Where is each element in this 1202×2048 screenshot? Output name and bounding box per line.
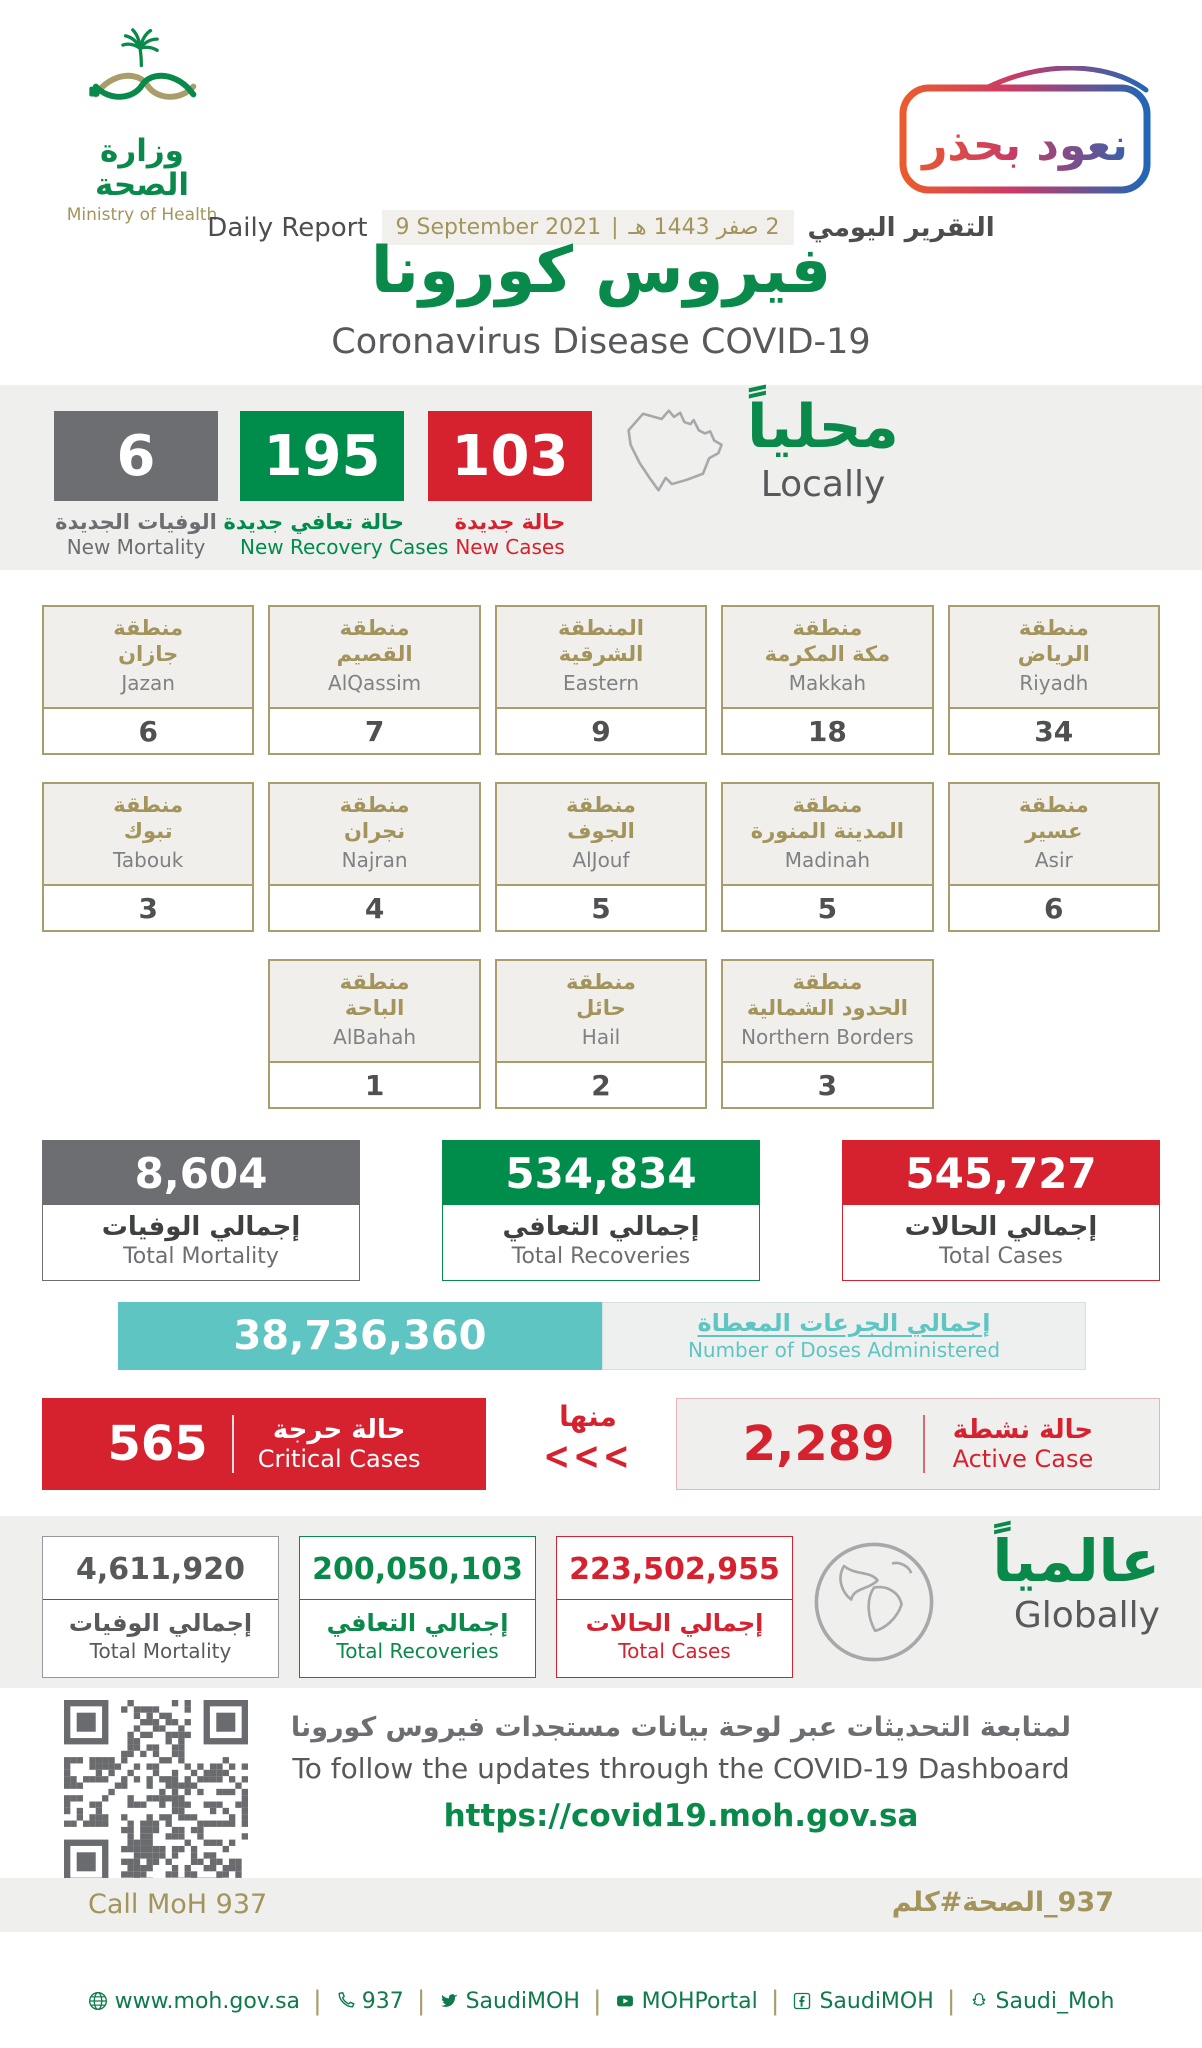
total-recoveries-label-en: Total Recoveries	[511, 1244, 691, 1269]
region-label-ar: منطقة	[566, 970, 636, 994]
footer	[0, 1932, 1202, 2048]
date-hijri: 2 صفر 1443 هـ	[628, 215, 780, 240]
region-value: 5	[497, 886, 705, 930]
separator: |	[946, 1986, 956, 2016]
total-cases-box	[842, 1140, 1160, 1281]
daily-report-label-en: Daily Report	[207, 212, 368, 243]
globally-section	[0, 1516, 1202, 1688]
ministry-name-english: Ministry of Health	[66, 205, 218, 226]
region-name-ar: عسير	[1025, 819, 1083, 844]
twitter-link[interactable]	[439, 1989, 580, 2014]
twitter-label: SaudiMOH	[465, 1988, 580, 2014]
region-name-en: Asir	[1034, 847, 1073, 872]
region-value: 18	[723, 709, 931, 753]
phone-link[interactable]	[335, 1989, 404, 2014]
new-recoveries-value: 195	[240, 411, 404, 501]
website-link[interactable]	[88, 1989, 300, 2014]
region-name-ar: المدينة المنورة	[750, 819, 904, 844]
active-cases-label-en: Active Case	[952, 1445, 1094, 1473]
doses-value: 38,736,360	[118, 1302, 602, 1370]
region-value: 3	[723, 1063, 931, 1107]
region-name-ar: مكة المكرمة	[764, 642, 891, 667]
region-card-hail	[495, 959, 707, 1109]
region-label-ar: منطقة	[113, 793, 184, 817]
region-name-en: Madinah	[784, 847, 871, 872]
global-mortality-value: 4,611,920	[43, 1537, 278, 1600]
total-cases-label-ar: إجمالي الحالات	[904, 1212, 1098, 1242]
region-value: 6	[44, 709, 252, 753]
region-card-alqassim	[268, 605, 480, 755]
region-card-jazan	[42, 605, 254, 755]
region-name-ar: تبوك	[123, 819, 173, 844]
ministry-name-arabic: وزارة الصحة	[95, 133, 189, 204]
dashboard-line-ar: لمتابعة التحديثات عبر لوحة بيانات مستجدات فيروس كورونا	[290, 1712, 1072, 1743]
new-cases-stat	[428, 411, 592, 559]
region-label-ar: منطقة	[113, 616, 184, 640]
region-card-tabouk	[42, 782, 254, 932]
new-cases-label-en: New Cases	[455, 535, 565, 559]
globe-icon	[88, 1991, 108, 2011]
region-name-ar: نجران	[343, 819, 406, 844]
region-name-ar: حائل	[576, 996, 626, 1021]
locally-heading	[728, 393, 918, 505]
new-recoveries-label-ar: حالة تعافي جديدة	[223, 510, 404, 534]
doses-administered-bar	[118, 1302, 1086, 1370]
locally-heading-en: Locally	[760, 464, 886, 505]
youtube-label: MOHPortal	[641, 1988, 758, 2014]
region-value: 3	[44, 886, 252, 930]
region-label-ar: منطقة	[792, 793, 863, 817]
region-label-ar: منطقة	[1018, 793, 1089, 817]
page-title-arabic: فيروس كورونا	[370, 234, 832, 308]
region-name-en: Riyadh	[1019, 670, 1089, 695]
total-mortality-label-ar: إجمالي الوفيات	[101, 1212, 301, 1242]
active-cases-label-ar: حالة نشطة	[952, 1415, 1094, 1445]
globally-heading	[992, 1528, 1160, 1636]
active-cases-box	[676, 1398, 1160, 1490]
dashboard-info	[280, 1712, 1082, 1834]
new-cases-label-ar: حالة جديدة	[454, 510, 566, 534]
new-mortality-stat	[54, 411, 218, 559]
region-name-en: AlQassim	[328, 670, 422, 695]
region-name-en: Tabouk	[113, 847, 184, 872]
global-cases-label-ar: إجمالي الحالات	[585, 1609, 764, 1637]
region-card-albahah	[268, 959, 480, 1109]
badge-text: نعود بحذر	[922, 120, 1128, 171]
locally-heading-ar: محلياً	[747, 392, 899, 462]
call-moh-label: Call MoH 937	[88, 1889, 268, 1920]
dashboard-qr-code	[64, 1700, 248, 1884]
region-value: 2	[497, 1063, 705, 1107]
region-value: 5	[723, 886, 931, 930]
moh-logo	[50, 22, 234, 225]
call-moh-hashtag: كلم‎#الصحة‎_937	[891, 1887, 1114, 1918]
divider	[232, 1415, 234, 1473]
region-name-en: Jazan	[121, 670, 175, 695]
globally-heading-en: Globally	[1013, 1594, 1160, 1636]
phone-icon	[335, 1991, 355, 2011]
region-name-ar: الباحة	[344, 996, 405, 1021]
region-name-en: Najran	[341, 847, 408, 872]
region-label-ar: منطقة	[566, 793, 636, 817]
region-card-makkah	[721, 605, 933, 755]
region-label-ar: منطقة	[792, 970, 863, 994]
of-which-connector	[528, 1400, 648, 1479]
region-label-ar: منطقة	[339, 616, 410, 640]
global-mortality-label-en: Total Mortality	[89, 1639, 232, 1663]
total-cases-label-en: Total Cases	[939, 1244, 1063, 1269]
global-cases-box	[556, 1536, 793, 1678]
region-card-northern-borders	[721, 959, 933, 1109]
separator: |	[416, 1986, 426, 2016]
region-name-en: Makkah	[788, 670, 867, 695]
global-recoveries-value: 200,050,103	[300, 1537, 535, 1600]
saudi-arabia-map-icon	[612, 397, 736, 505]
region-label-ar: منطقة	[339, 793, 410, 817]
youtube-icon	[615, 1991, 635, 2011]
facebook-label: SaudiMOH	[819, 1988, 934, 2014]
facebook-link[interactable]	[792, 1989, 933, 2014]
separator: |	[313, 1986, 322, 2016]
global-mortality-label-ar: إجمالي الوفيات	[68, 1609, 253, 1637]
region-name-en: Northern Borders	[741, 1024, 914, 1049]
region-value: 7	[270, 709, 478, 753]
doses-label-ar: إجمالي الجرعات المعطاة	[697, 1309, 991, 1337]
total-cases-value: 545,727	[843, 1141, 1159, 1205]
region-value: 1	[270, 1063, 478, 1107]
region-card-aljouf	[495, 782, 707, 932]
region-name-en: Hail	[581, 1024, 621, 1049]
global-recoveries-box	[299, 1536, 536, 1678]
regions-grid	[42, 605, 1160, 1109]
divider	[923, 1415, 925, 1473]
total-recoveries-box	[442, 1140, 760, 1281]
global-mortality-box	[42, 1536, 279, 1678]
doses-label-en: Number of Doses Administered	[687, 1338, 1001, 1362]
region-name-en: AlJouf	[572, 847, 630, 872]
facebook-icon	[792, 1991, 812, 2011]
global-cases-label-en: Total Cases	[618, 1639, 731, 1663]
region-name-ar: الرياض	[1017, 642, 1090, 667]
dashboard-url-link[interactable]: https://covid19.moh.gov.sa	[443, 1798, 919, 1834]
separator: |	[592, 1986, 602, 2016]
phone-label: 937	[361, 1988, 404, 2014]
daily-report-label-ar: التقرير اليومي	[807, 212, 995, 243]
region-name-en: Eastern	[562, 670, 639, 695]
region-value: 4	[270, 886, 478, 930]
region-label-ar: منطقة	[792, 616, 863, 640]
chevrons-left-icon: <<<	[543, 1433, 633, 1479]
separator: |	[770, 1986, 780, 2016]
total-recoveries-label-ar: إجمالي التعافي	[502, 1212, 700, 1242]
critical-cases-value: 565	[107, 1416, 208, 1472]
region-label-ar: المنطقة	[557, 616, 645, 640]
region-name-ar: الحدود الشمالية	[746, 996, 908, 1021]
region-label-ar: منطقة	[1018, 616, 1089, 640]
snapchat-link[interactable]	[969, 1989, 1115, 2014]
global-recoveries-label-ar: إجمالي التعافي	[326, 1609, 509, 1637]
dashboard-line-en: To follow the updates through the COVID-19 Dashboard	[292, 1752, 1070, 1785]
global-recoveries-label-en: Total Recoveries	[336, 1639, 499, 1663]
region-card-riyadh	[948, 605, 1160, 755]
total-mortality-value: 8,604	[43, 1141, 359, 1205]
call-strip	[0, 1878, 1202, 1932]
total-mortality-box	[42, 1140, 360, 1281]
total-recoveries-value: 534,834	[443, 1141, 759, 1205]
new-recoveries-label-en: New Recovery Cases	[240, 535, 449, 559]
globe-icon	[808, 1530, 940, 1674]
return-with-caution-badge	[894, 66, 1156, 200]
region-card-najran	[268, 782, 480, 932]
new-cases-value: 103	[428, 411, 592, 501]
twitter-icon	[439, 1991, 459, 2011]
of-which-label: منها	[559, 1400, 617, 1433]
region-label-ar: منطقة	[339, 970, 410, 994]
global-cases-value: 223,502,955	[557, 1537, 792, 1600]
critical-cases-label-en: Critical Cases	[257, 1445, 421, 1473]
total-mortality-label-en: Total Mortality	[123, 1244, 279, 1269]
region-name-ar: الشرقية	[558, 642, 644, 667]
date-separator: |	[611, 215, 619, 240]
region-name-ar: جازان	[118, 642, 179, 667]
region-card-asir	[948, 782, 1160, 932]
critical-cases-label-ar: حالة حرجة	[272, 1415, 406, 1445]
region-card-madinah	[721, 782, 933, 932]
region-value: 6	[950, 886, 1158, 930]
new-mortality-value: 6	[54, 411, 218, 501]
snapchat-label: Saudi_Moh	[995, 1988, 1115, 2014]
new-mortality-label-ar: الوفيات الجديدة	[55, 510, 217, 534]
region-name-en: AlBahah	[333, 1024, 416, 1049]
region-name-ar: الجوف	[567, 819, 635, 844]
new-mortality-label-en: New Mortality	[66, 535, 206, 559]
critical-cases-box	[42, 1398, 486, 1490]
new-recoveries-stat	[223, 411, 449, 559]
page-title-english: Coronavirus Disease COVID-19	[331, 322, 871, 362]
globally-heading-ar: عالمياً	[992, 1527, 1160, 1595]
active-cases-value: 2,289	[742, 1416, 895, 1472]
moh-emblem-icon	[76, 22, 208, 134]
snapchat-icon	[969, 1991, 989, 2011]
youtube-link[interactable]	[615, 1989, 758, 2014]
date-gregorian: 9 September 2021	[395, 215, 602, 240]
website-label: www.moh.gov.sa	[114, 1988, 301, 2014]
region-value: 34	[950, 709, 1158, 753]
region-value: 9	[497, 709, 705, 753]
region-card-eastern	[495, 605, 707, 755]
footer-links	[0, 1986, 1202, 2016]
region-name-ar: القصيم	[336, 642, 413, 667]
locally-section	[0, 385, 1202, 570]
